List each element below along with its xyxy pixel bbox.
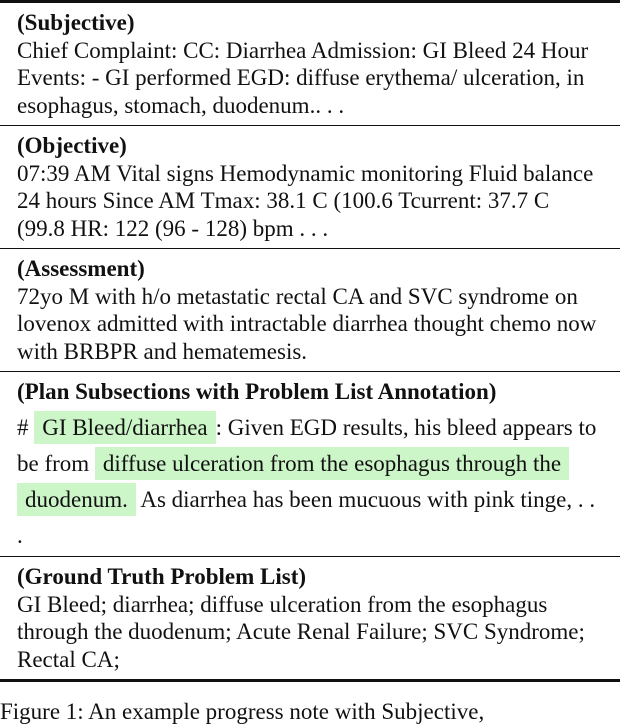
bottom-rule (0, 679, 620, 682)
subjective-section (0, 3, 620, 125)
objective-text: 07:39 AM Vital signs Hemodynamic monitoring Fluid balance 24 hours Since AM Tmax: 38.1 C (100.6 Tcurrent: 37.7 C (99.8 HR: 122 (96 - 128) bpm . . . (17, 160, 594, 241)
problem-highlight: GI Bleed/diarrhea (34, 411, 215, 444)
figure-caption: Figure 1: An example progress note with Subjective, (0, 699, 485, 724)
assessment-section (0, 249, 620, 371)
ground-truth-heading: (Ground Truth Problem List) (17, 564, 307, 589)
subjective-text: Chief Complaint: CC: Diarrhea Admission: GI Bleed 24 Hour Events: - GI performed EGD: diffuse erythema/ ulceration, in esophagus, stomach, duodenum.. . . (17, 37, 589, 118)
objective-section (0, 126, 620, 248)
ground-truth-text: GI Bleed; diarrhea; diffuse ulceration from the esophagus through the duodenum; Acute Renal Failure; SVC Syndrome; Rectal CA; (17, 591, 585, 672)
objective-heading: (Objective) (17, 133, 127, 158)
problem-highlight: diffuse ulceration from the esophagus through the duodenum. (17, 447, 569, 516)
plan-text: As diarrhea has been mucuous with pink tinge, . . . (17, 487, 596, 548)
plan-hash: # (17, 415, 29, 440)
subjective-heading: (Subjective) (17, 10, 135, 35)
ground-truth-section (0, 557, 620, 679)
assessment-heading: (Assessment) (17, 256, 145, 281)
plan-text: : Given EGD results, his bleed appears to be from (17, 415, 597, 476)
plan-section (0, 372, 620, 556)
assessment-text: 72yo M with h/o metastatic rectal CA and SVC syndrome on lovenox admitted with intractable diarrhea thought chemo now with BRBPR and hematemesis. (17, 283, 597, 364)
plan-heading: (Plan Subsections with Problem List Annotation) (17, 379, 497, 404)
